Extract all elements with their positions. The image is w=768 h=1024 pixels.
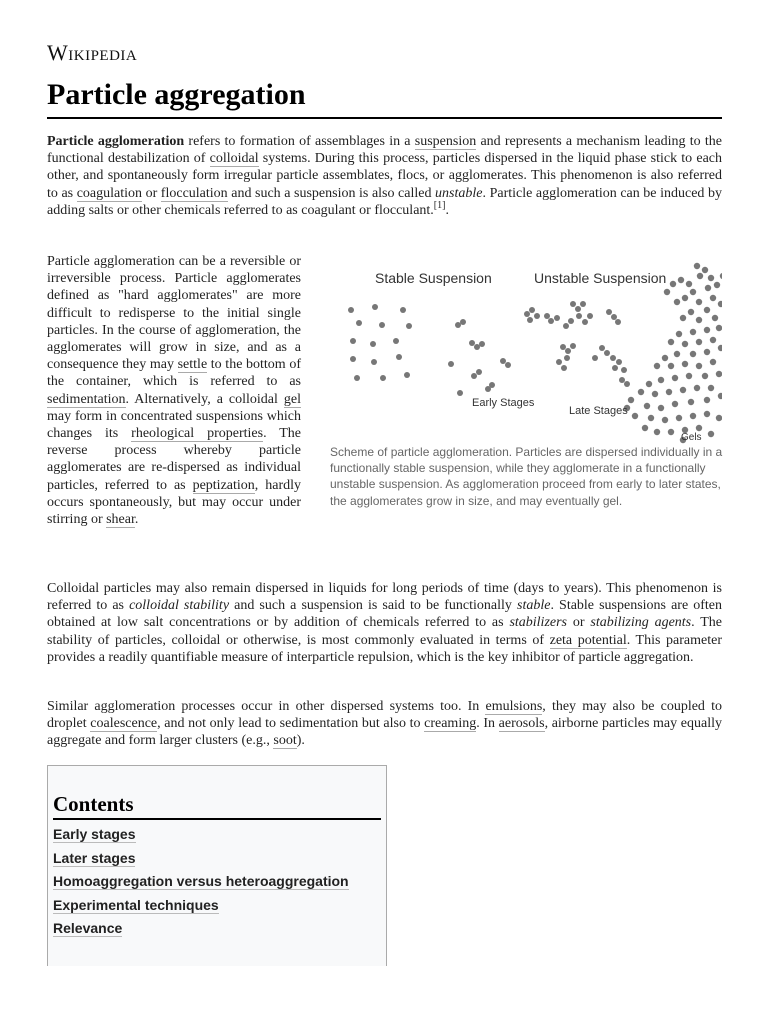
link-suspension[interactable]: suspension — [414, 134, 477, 149]
toc-item-label: Relevance — [53, 920, 123, 937]
text: , hardly occurs spontaneously, but may occur under stirring or — [47, 477, 301, 528]
gel-network — [624, 263, 722, 443]
label-unstable-suspension: Unstable Suspension — [534, 270, 667, 286]
text: may form in concentrated suspensions which changes its — [47, 408, 301, 442]
link-creaming[interactable]: creaming — [424, 716, 477, 732]
text: . Alternatively, a colloidal — [125, 391, 284, 407]
link-zeta-potential[interactable]: zeta potential — [549, 632, 627, 648]
link-coalescence[interactable]: coalescence — [90, 716, 158, 732]
text: Similar agglomeration processes occur in other dispersed systems too. In — [47, 699, 486, 714]
text: and such a suspension is also called — [227, 185, 436, 201]
toc-item-later-stages[interactable] — [53, 850, 349, 867]
link-sedimentation[interactable]: sedimentation — [47, 391, 126, 407]
reversibility-paragraph — [47, 253, 301, 528]
text: . — [134, 512, 139, 528]
text: . The reverse process whereby particle agglomerates are re-dispersed as individual particles, referred to as — [47, 426, 302, 493]
text: , airborne particles may equally aggregate and form larger clusters (e.g., — [47, 716, 722, 749]
italic-term: unstable — [435, 185, 483, 201]
label-late-stages: Late Stages — [569, 405, 628, 417]
toc-item-early-stages[interactable] — [53, 826, 349, 843]
text: refers to formation of assemblages in a — [184, 134, 415, 149]
agglomeration-diagram — [327, 258, 722, 448]
toc-item-label: Experimental techniques — [53, 896, 219, 913]
link-rheological-properties[interactable]: rheological properties — [131, 426, 264, 442]
label-gels: Gels — [681, 432, 702, 443]
text: ). — [296, 733, 305, 749]
link-colloidal[interactable]: colloidal — [209, 151, 259, 167]
bold-term: Particle agglomeration — [47, 134, 185, 149]
text: . In — [476, 716, 499, 732]
text: and such a suspension is said to be functionally — [229, 598, 517, 614]
text: and represents a mechanism leading to the functional destabilization of — [47, 134, 722, 167]
italic-term: colloidal stability — [129, 598, 230, 614]
intro-paragraph — [47, 133, 722, 219]
text: . This parameter provides a readily quantifiable measure of interparticle repulsion, which is the key inhibitor of particle aggregation. — [47, 632, 722, 665]
text: . The stability of particles, colloidal or otherwise, is most commonly evaluated in terms of — [47, 615, 722, 648]
link-gel[interactable]: gel — [283, 391, 301, 407]
title-divider — [47, 117, 722, 119]
logo-text: Wikipedia — [47, 40, 138, 65]
wikipedia-logo[interactable] — [47, 40, 137, 66]
text: , and not only lead to sedimentation but also to — [157, 716, 425, 732]
text: , they may also be coupled to droplet — [47, 699, 722, 732]
label-early-stages: Early Stages — [472, 397, 535, 409]
link-settle[interactable]: settle — [177, 357, 208, 373]
italic-term: stabilizers — [509, 615, 568, 631]
toc-divider — [53, 818, 381, 820]
link-aerosols[interactable]: aerosols — [498, 716, 545, 732]
toc-item-experimental-techniques[interactable] — [53, 897, 349, 914]
text: or — [142, 185, 161, 201]
link-peptization[interactable]: peptization — [192, 477, 255, 493]
text: Colloidal particles may also remain dispersed in liquids for long periods of time (days to years). This phenomenon is referred to as — [47, 581, 722, 614]
figure-caption: Scheme of particle agglomeration. Particles are dispersed individually in a functionally stable suspension, while they agglomerate in a functionally unstable suspension. As agglomeration proceed from early to later states, the agglomerates grow in size, and may eventually gel. — [330, 445, 723, 508]
late-stage-clusters — [524, 301, 630, 387]
text: . — [445, 202, 449, 218]
toc-item-label: Early stages — [53, 826, 136, 842]
toc-item-homoaggregation[interactable] — [53, 873, 349, 890]
link-coagulation[interactable]: coagulation — [76, 185, 142, 201]
text: . Particle agglomeration can be induced by adding salts or other chemicals referred to as coagulant or flocculant. — [47, 185, 722, 218]
text: Particle agglomeration can be a reversible or irreversible process. Particle agglomerates defined as "hard agglomerates" are more difficult to redisperse to the initial single particles. In the course of agglomeration, the agglomerates will grow in size, and as a consequence they may — [47, 254, 301, 373]
label-stable-suspension: Stable Suspension — [375, 270, 492, 286]
stable-particles — [348, 304, 412, 381]
toc-item-label: Homoaggregation versus heteroaggregation — [53, 873, 349, 890]
text: systems. During this process, particles dispersed in the liquid phase stick to each other, and spontaneously form irregular particle assemblates, flocs, or agglomerates. This phenomenon is also referred to as — [47, 151, 722, 201]
dispersed-systems-paragraph — [47, 698, 722, 750]
text: or — [567, 615, 591, 631]
link-shear[interactable]: shear — [106, 512, 135, 528]
reference-link[interactable]: [1] — [433, 199, 446, 211]
toc-list — [53, 826, 349, 944]
link-soot[interactable]: soot — [273, 733, 297, 749]
stability-paragraph — [47, 580, 722, 666]
link-flocculation[interactable]: flocculation — [160, 185, 228, 201]
text: to the bottom of the container, which is referred to as — [47, 357, 301, 390]
link-emulsions[interactable]: emulsions — [485, 699, 543, 714]
toc-item-label: Later stages — [53, 849, 136, 866]
italic-term: stabilizing agents — [590, 615, 692, 631]
toc-item-relevance[interactable] — [53, 920, 349, 937]
page-title: Particle aggregation — [47, 78, 306, 111]
italic-term: stable — [517, 598, 551, 614]
early-stage-clusters — [448, 319, 511, 396]
table-of-contents — [47, 765, 387, 966]
text: . Stable suspensions are often obtained at low salt concentrations or by addition of chemicals referred to as — [47, 598, 723, 631]
toc-heading: Contents — [53, 792, 134, 816]
